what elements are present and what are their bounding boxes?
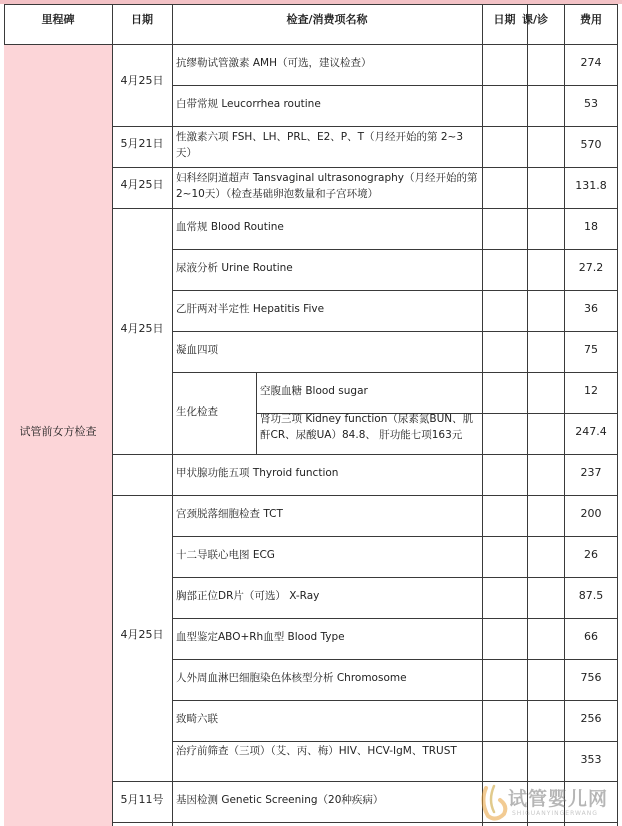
cost-value: 353 — [580, 753, 602, 766]
group-date: 5月11号 — [120, 793, 164, 806]
cost-value: 756 — [580, 671, 602, 684]
cost-value: 53 — [584, 97, 598, 110]
header-dept: 课/诊 — [522, 13, 549, 26]
logo-icon — [478, 782, 512, 822]
cost-value: 27.2 — [578, 261, 604, 274]
cost-value: 75 — [584, 343, 598, 356]
header-date2: 日期 — [493, 13, 516, 26]
item-name: 尿液分析 Urine Routine — [176, 262, 293, 274]
grid-line — [172, 577, 618, 578]
item-name: 白带常规 Leucorrhea routine — [176, 98, 321, 110]
grid-line — [564, 4, 565, 826]
grid-line — [112, 167, 618, 168]
grid-line — [172, 331, 618, 332]
sub-item-name: 肾功三项 Kidney function（尿素氮BUN、肌酐CR、尿酸UA）84.8、 肝功能七项163元 — [260, 413, 474, 441]
item-name: 性激素六项 FSH、LH、PRL、E2、P、T（月经开始的第 2~3天） — [176, 131, 464, 159]
item-name: 宫颈脱落细胞检查 TCT — [176, 508, 283, 520]
group-date: 4月25日 — [120, 74, 164, 87]
cost-value: 247.4 — [575, 425, 607, 438]
grid-line — [172, 659, 618, 660]
header-milestone: 里程碑 — [41, 13, 75, 26]
cost-value: 36 — [584, 302, 598, 315]
grid-line — [527, 4, 528, 826]
header-band — [0, 0, 622, 4]
watermark-logo — [478, 780, 622, 826]
item-name: 生化检查 — [176, 406, 218, 418]
item-name: 基因检测 Genetic Screening（20种疾病） — [176, 794, 384, 806]
grid-line — [172, 700, 618, 701]
grid-line — [172, 4, 173, 826]
grid-line — [172, 536, 618, 537]
grid-line — [482, 4, 483, 826]
grid-line — [112, 454, 618, 455]
grid-line — [172, 290, 618, 291]
grid-line — [172, 618, 618, 619]
sub-item-name: 空腹血糖 Blood sugar — [260, 385, 368, 397]
item-name: 十二导联心电图 ECG — [176, 549, 275, 561]
grid-line — [4, 4, 618, 5]
cost-value: 237 — [580, 466, 602, 479]
cost-value: 274 — [580, 56, 602, 69]
cost-value: 131.8 — [575, 179, 607, 192]
cost-value: 12 — [584, 384, 598, 397]
grid-line — [172, 372, 618, 373]
header-date: 日期 — [131, 13, 153, 26]
header-item: 检查/消费项名称 — [286, 13, 368, 26]
cost-value: 200 — [580, 507, 602, 520]
grid-line — [172, 741, 618, 742]
grid-line — [617, 4, 618, 826]
grid-line — [112, 208, 618, 209]
group-date: 4月25日 — [120, 178, 164, 191]
grid-line — [112, 4, 113, 826]
milestone-label: 试管前女方检查 — [19, 425, 97, 438]
cost-value: 26 — [584, 548, 598, 561]
header-cost: 费用 — [580, 13, 602, 26]
item-name: 胸部正位DR片（可选） X-Ray — [176, 590, 320, 602]
group-date: 4月25日 — [120, 628, 164, 641]
grid-line — [172, 85, 618, 86]
item-name: 致畸六联 — [176, 713, 218, 725]
grid-line — [172, 249, 618, 250]
watermark-subtext: SHIGUANYINGERWANG — [512, 810, 598, 817]
item-name: 妇科经阴道超声 Tansvaginal ultrasonography（月经开始的第2~10天）（检查基础卵泡数量和子宫环境） — [176, 172, 478, 200]
item-name: 治疗前筛查（三项）（艾、丙、梅）HIV、HCV-IgM、TRUST — [176, 745, 457, 757]
item-name: 血型鉴定ABO+Rh血型 Blood Type — [176, 631, 345, 643]
watermark-text: 试管婴儿网 — [508, 788, 609, 810]
grid-line — [112, 495, 618, 496]
cost-value: 18 — [584, 220, 598, 233]
item-name: 乙肝两对半定性 Hepatitis Five — [176, 303, 325, 315]
cost-value: 66 — [584, 630, 598, 643]
group-date: 4月25日 — [120, 322, 164, 335]
cost-value: 256 — [580, 712, 602, 725]
item-name: 甲状腺功能五项 Thyroid function — [176, 467, 339, 479]
cost-value: 87.5 — [578, 589, 604, 602]
item-name: 人外周血淋巴细胞染色体核型分析 Chromosome — [176, 672, 407, 684]
cost-value: 570 — [580, 138, 602, 151]
item-name: 抗缪勒试管激素 AMH（可选，建议检查） — [176, 57, 372, 69]
grid-line — [112, 126, 618, 127]
item-name: 凝血四项 — [176, 344, 218, 356]
group-date: 5月21日 — [120, 137, 164, 150]
item-name: 血常规 Blood Routine — [176, 221, 284, 233]
